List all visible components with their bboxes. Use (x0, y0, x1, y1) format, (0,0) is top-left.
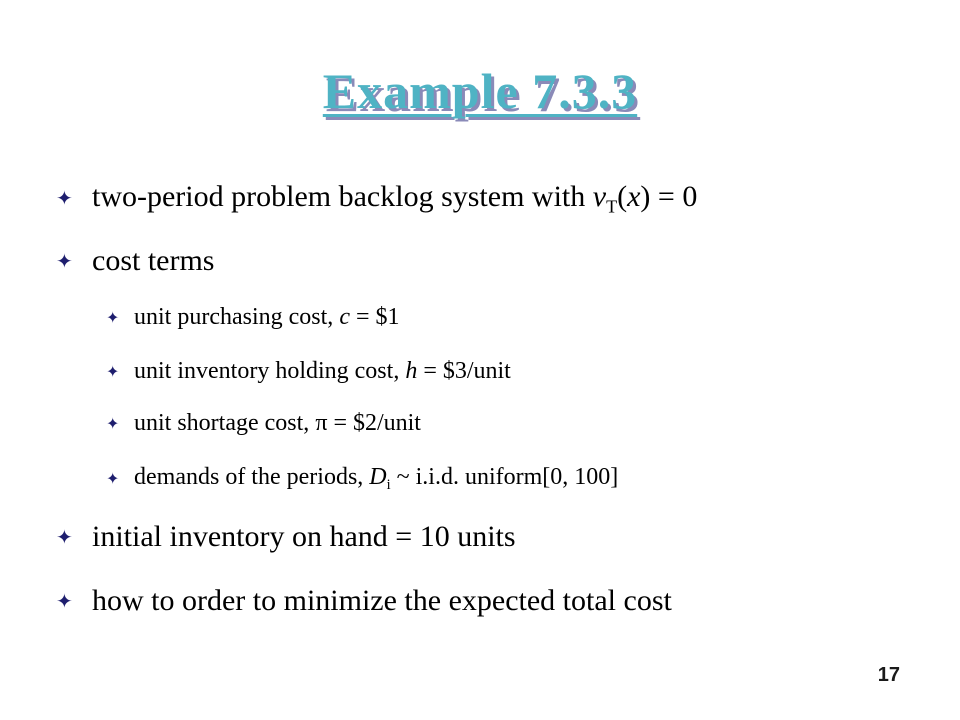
star-bullet-icon: ✦ (56, 590, 73, 613)
bullet-text: unit purchasing cost, c = $1 (134, 304, 400, 330)
bullet-item-two-period (56, 180, 697, 217)
bullet-item-purchasing-cost (106, 304, 400, 331)
bullet-item-shortage-cost (106, 410, 421, 437)
bullet-text: initial inventory on hand = 10 units (92, 520, 516, 553)
bullet-item-cost-terms (56, 244, 214, 278)
star-bullet-icon: ✦ (56, 188, 73, 211)
bullet-item-initial-inventory (56, 520, 516, 554)
bullet-item-holding-cost (106, 358, 511, 385)
bullet-item-demands (106, 464, 618, 494)
bullet-text: demands of the periods, $D_i$ ~ i.i.d. uniform[0, 100] (134, 464, 619, 494)
bullet-text: how to order to minimize the expected total cost (92, 584, 672, 617)
star-bullet-icon: ✦ (106, 363, 120, 381)
bullet-text: unit shortage cost, π = $2/unit (134, 410, 421, 436)
bullet-text: two-period problem backlog system with $v_T(x) = 0$ (92, 180, 698, 217)
star-bullet-icon: ✦ (106, 309, 120, 327)
slide-title: Example 7.3.3 (322, 63, 638, 119)
bullet-text: unit inventory holding cost, h = $3/unit (134, 358, 511, 384)
star-bullet-icon: ✦ (56, 250, 73, 273)
bullet-item-how-to-order (56, 584, 672, 618)
star-bullet-icon: ✦ (106, 415, 120, 433)
bullet-text: cost terms (92, 244, 215, 277)
star-bullet-icon: ✦ (56, 526, 73, 549)
page-number: 17 (877, 664, 900, 686)
star-bullet-icon: ✦ (106, 471, 120, 489)
